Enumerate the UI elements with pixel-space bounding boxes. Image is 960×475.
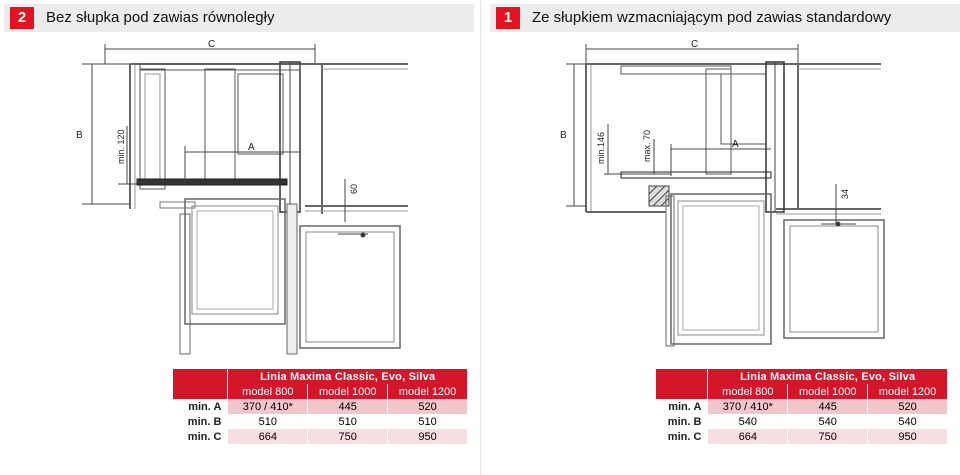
right-panel — [486, 0, 960, 475]
table-cell: 510 — [308, 414, 388, 429]
right-drawing — [486, 34, 960, 364]
left-dim-c-label: C — [208, 39, 216, 50]
right-dim-b-label: B — [560, 130, 567, 141]
right-table-corner — [656, 369, 708, 384]
table-cell: 540 — [868, 414, 948, 429]
table-row — [173, 429, 468, 444]
table-cell: 540 — [708, 414, 788, 429]
left-dim-min-label: min. 120 — [116, 129, 126, 164]
left-cabinet-diagram — [0, 34, 474, 364]
table-row — [173, 414, 468, 429]
table-cell: 950 — [388, 429, 468, 444]
table-cell: 520 — [388, 399, 468, 414]
right-table-model-1000: model 1000 — [788, 384, 868, 399]
right-dim-max-label: max. 70 — [642, 129, 652, 162]
right-header — [490, 4, 960, 32]
left-table-model-1000: model 1000 — [308, 384, 388, 399]
left-offset-label: 60 — [349, 183, 359, 194]
right-offset-label: 34 — [840, 188, 850, 199]
right-table-model-1200: model 1200 — [868, 384, 948, 399]
left-title: Bez słupka pod zawias równoległy — [46, 9, 275, 26]
left-table-corner — [173, 369, 228, 384]
table-cell: 750 — [788, 429, 868, 444]
right-dim-a-label: A — [732, 139, 739, 150]
table-row — [656, 429, 948, 444]
table-cell: 664 — [228, 429, 308, 444]
panel-divider — [480, 0, 481, 475]
table-cell: 540 — [788, 414, 868, 429]
left-row-b-label: min. B — [173, 414, 228, 429]
right-dim-c-label: C — [691, 39, 699, 50]
table-cell: 445 — [308, 399, 388, 414]
table-cell: 750 — [308, 429, 388, 444]
left-table-model-800: model 800 — [228, 384, 308, 399]
right-spec-table — [656, 369, 948, 444]
right-table-series: Linia Maxima Classic, Evo, Silva — [708, 369, 948, 384]
left-table-series: Linia Maxima Classic, Evo, Silva — [228, 369, 468, 384]
table-cell: 370 / 410* — [228, 399, 308, 414]
table-cell: 950 — [868, 429, 948, 444]
right-row-b-label: min. B — [656, 414, 708, 429]
table-cell: 370 / 410* — [708, 399, 788, 414]
table-cell: 445 — [788, 399, 868, 414]
right-title: Ze słupkiem wzmacniającym pod zawias standardowy — [532, 9, 892, 26]
right-cabinet-diagram — [486, 34, 960, 364]
table-row — [656, 399, 948, 414]
left-header — [4, 4, 474, 32]
right-row-c-label: min. C — [656, 429, 708, 444]
right-dim-min-label: min.146 — [596, 131, 606, 164]
left-dim-b-label: B — [76, 130, 83, 141]
right-row-a-label: min. A — [656, 399, 708, 414]
left-dim-a-label: A — [248, 142, 255, 153]
right-table-model-800: model 800 — [708, 384, 788, 399]
table-cell: 664 — [708, 429, 788, 444]
table-cell: 520 — [868, 399, 948, 414]
left-table-model-1200: model 1200 — [388, 384, 468, 399]
left-row-a-label: min. A — [173, 399, 228, 414]
table-row — [173, 399, 468, 414]
left-spec-table — [173, 369, 468, 444]
table-row — [656, 414, 948, 429]
table-cell: 510 — [388, 414, 468, 429]
left-drawing — [0, 34, 474, 364]
table-cell: 510 — [228, 414, 308, 429]
left-row-c-label: min. C — [173, 429, 228, 444]
left-badge: 2 — [10, 7, 34, 29]
right-badge: 1 — [496, 7, 520, 29]
left-panel — [0, 0, 474, 475]
